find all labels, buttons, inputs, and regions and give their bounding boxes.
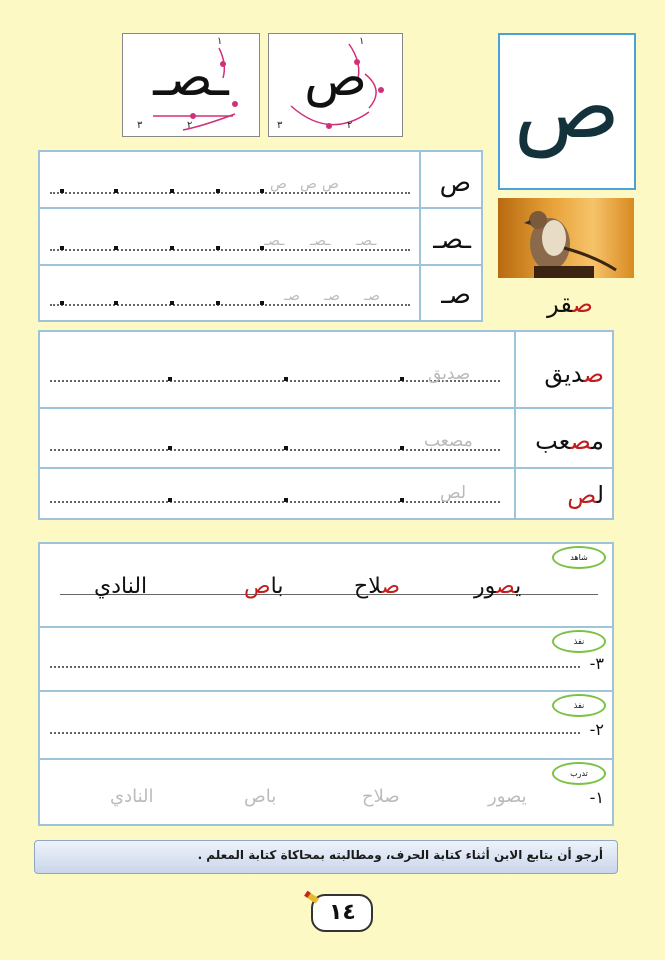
trace-glyph: صـ (364, 288, 380, 304)
exercise-number: -١ (589, 788, 604, 807)
dot-mark (60, 189, 64, 193)
writing-line[interactable] (50, 304, 410, 306)
stroke-num: ٢ (187, 120, 193, 131)
dot-mark (168, 498, 172, 502)
trace-word: يصور (488, 786, 527, 807)
trace-word: النادي (110, 786, 154, 807)
stroke-num: ١ (217, 36, 223, 47)
page-number: ١٤ (329, 900, 356, 925)
form-cell (419, 266, 481, 320)
sentence-exercises (38, 542, 614, 826)
sentence-word: صلاح (354, 574, 401, 599)
dot-mark (284, 498, 288, 502)
trace-glyph: ص (322, 176, 339, 192)
dot-mark (170, 301, 174, 305)
form-glyph: ـصـ (433, 225, 471, 255)
dot-mark (168, 446, 172, 450)
stroke-num: ٣ (277, 120, 283, 131)
sentence-word: يصور (474, 574, 522, 599)
word: مصعب (535, 427, 604, 455)
dot-mark (216, 189, 220, 193)
trace-glyph: ـصـ (264, 233, 285, 249)
word: لص (567, 481, 604, 509)
trace-word: صلاح (362, 786, 400, 807)
table-row (40, 266, 481, 320)
dot-mark (400, 446, 404, 450)
trace-word: مصعب (424, 431, 473, 451)
dot-mark (260, 301, 264, 305)
falcon-icon (498, 198, 634, 278)
writing-line[interactable] (50, 666, 580, 668)
trace-glyph: ـصـ (356, 233, 377, 249)
stroke-glyph: ص (304, 48, 367, 108)
keyword (520, 290, 620, 318)
dot-mark (114, 246, 118, 250)
sentence-word: باص (244, 574, 284, 599)
dot-mark (60, 246, 64, 250)
letter-forms-table (38, 150, 483, 322)
dot-mark (60, 301, 64, 305)
form-glyph: صـ (441, 280, 471, 310)
exercise-tag: نفذ (552, 630, 606, 653)
pencil-icon (301, 888, 321, 908)
stroke-glyph: ـصـ (153, 48, 229, 108)
trace-glyph: صـ (324, 288, 340, 304)
big-letter: ص (513, 55, 621, 158)
dot-mark (260, 189, 264, 193)
words-table (38, 330, 614, 520)
stroke-num: ١ (359, 36, 365, 47)
exercise-row (40, 692, 612, 760)
dot-mark (284, 446, 288, 450)
trace-glyph: ص (300, 176, 317, 192)
observe-tag: شاهد (552, 546, 606, 569)
trace-word: صديق (428, 364, 471, 384)
writing-line[interactable] (50, 501, 500, 503)
dot-mark (114, 189, 118, 193)
instruction-text: أرجو أن يتابع الابن أثناء كتابة الحرف، ومطالبته بمحاكاة كتابة المعلم . (197, 848, 603, 862)
keyword-rest: قر (547, 290, 573, 318)
exercise-tag: نفذ (552, 694, 606, 717)
table-row (40, 332, 612, 409)
dot-mark (284, 377, 288, 381)
stroke-order-medial (122, 33, 260, 137)
dot-mark (400, 498, 404, 502)
sentence-word: النادي (94, 574, 148, 599)
writing-line[interactable] (50, 732, 580, 734)
word-cell (514, 332, 612, 407)
stroke-num: ٢ (347, 120, 353, 131)
form-cell (419, 209, 481, 264)
form-glyph: ص (439, 168, 471, 198)
form-cell (419, 152, 481, 207)
dot-mark (216, 301, 220, 305)
writing-line[interactable] (50, 192, 410, 194)
page-number-badge (311, 894, 373, 932)
dot-mark (114, 301, 118, 305)
stroke-order-isolated (268, 33, 403, 137)
word: صديق (544, 360, 604, 388)
observe-row (40, 544, 612, 628)
dot-mark (216, 246, 220, 250)
word-cell (514, 409, 612, 467)
trace-glyph: ـصـ (310, 233, 331, 249)
writing-line[interactable] (50, 249, 410, 251)
dot-mark (400, 377, 404, 381)
table-row (40, 409, 612, 469)
keyword-letter: ص (572, 290, 593, 318)
dot-mark (260, 246, 264, 250)
exercise-tag: تدرب (552, 762, 606, 785)
letter-card (498, 33, 636, 190)
instruction-banner (34, 840, 618, 874)
exercise-row (40, 760, 612, 824)
falcon-image (498, 198, 634, 278)
dot-mark (170, 246, 174, 250)
stroke-num: ٣ (137, 120, 143, 131)
dot-mark (170, 189, 174, 193)
trace-word: لص (440, 483, 467, 503)
exercise-number: -٣ (589, 654, 604, 673)
table-row (40, 209, 481, 266)
word-cell (514, 469, 612, 518)
exercise-number: -٢ (589, 720, 604, 739)
dot-mark (168, 377, 172, 381)
trace-glyph: صـ (284, 288, 300, 304)
table-row (40, 469, 612, 518)
trace-glyph: ص (270, 176, 287, 192)
exercise-row (40, 628, 612, 692)
table-row (40, 152, 481, 209)
trace-word: باص (244, 786, 277, 807)
